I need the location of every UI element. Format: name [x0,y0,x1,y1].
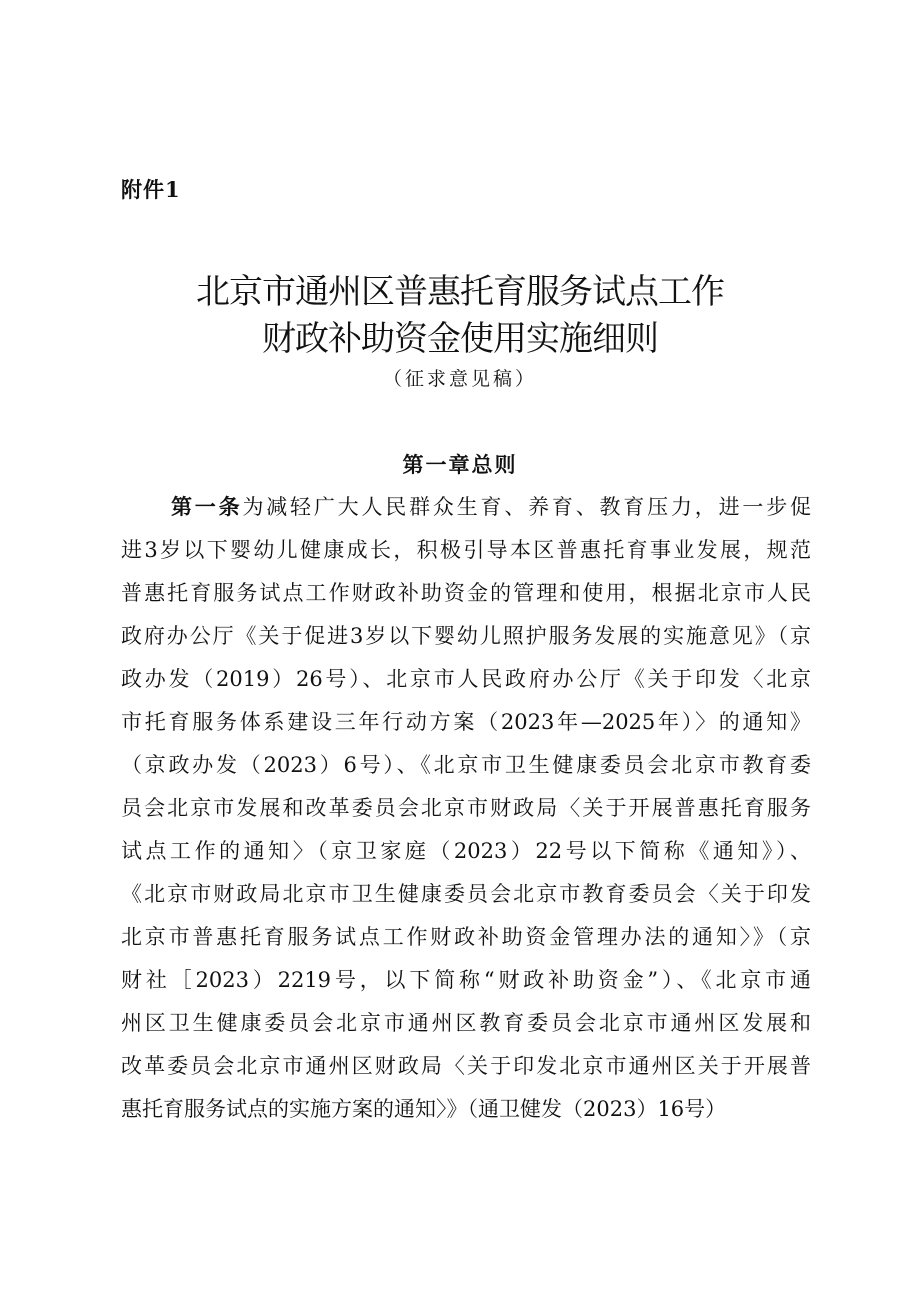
article-line: 惠托育服务试点的实施方案的通知〉》（通卫健发（2023）16号） [121,1097,727,1121]
attachment-label: 附件1 [121,177,181,202]
article-line: 北京市普惠托育服务试点工作财政补助资金管理办法的通知〉》（京 [121,925,811,949]
article-line: 州区卫生健康委员会北京市通州区教育委员会北京市通州区发展和 [121,1011,811,1035]
chapter-heading: 第一章总则 [402,453,518,477]
article-line: 试点工作的通知〉（京卫家庭（2023）22号以下简称《通知》）、 [121,839,811,863]
article-line: 市托育服务体系建设三年行动方案（2023年—2025年）〉的通知》 [121,710,811,734]
article-line: 政办发（2019）26号）、北京市人民政府办公厅《关于印发〈北京 [121,667,811,691]
article-number: 第一条 [171,495,243,519]
document-title-line-1: 北京市通州区普惠托育服务试点工作 [196,272,724,312]
article-line: 进3岁以下婴幼儿健康成长，积极引导本区普惠托育事业发展，规范 [121,538,811,562]
article-line [171,491,811,521]
article-line: 财社［2023）2219号，以下简称“财政补助资金”）、《北京市通 [121,968,811,992]
article-line: 《北京市财政局北京市卫生健康委员会北京市教育委员会〈关于印发 [121,882,811,906]
article-line: 员会北京市发展和改革委员会北京市财政局〈关于开展普惠托育服务 [121,796,811,820]
article-text: 为减轻广大人民群众生育、养育、教育压力，进一步促 [242,495,812,519]
document-title-line-2: 财政补助资金使用实施细则 [262,319,658,359]
document-subtitle: （征求意见稿） [382,368,537,390]
article-line: 普惠托育服务试点工作财政补助资金的管理和使用，根据北京市人民 [121,581,811,605]
article-line: （京政办发（2023）6号）、《北京市卫生健康委员会北京市教育委 [121,753,811,777]
article-line: 改革委员会北京市通州区财政局〈关于印发北京市通州区关于开展普 [121,1054,811,1078]
article-line: 政府办公厅《关于促进3岁以下婴幼儿照护服务发展的实施意见》（京 [121,624,811,648]
